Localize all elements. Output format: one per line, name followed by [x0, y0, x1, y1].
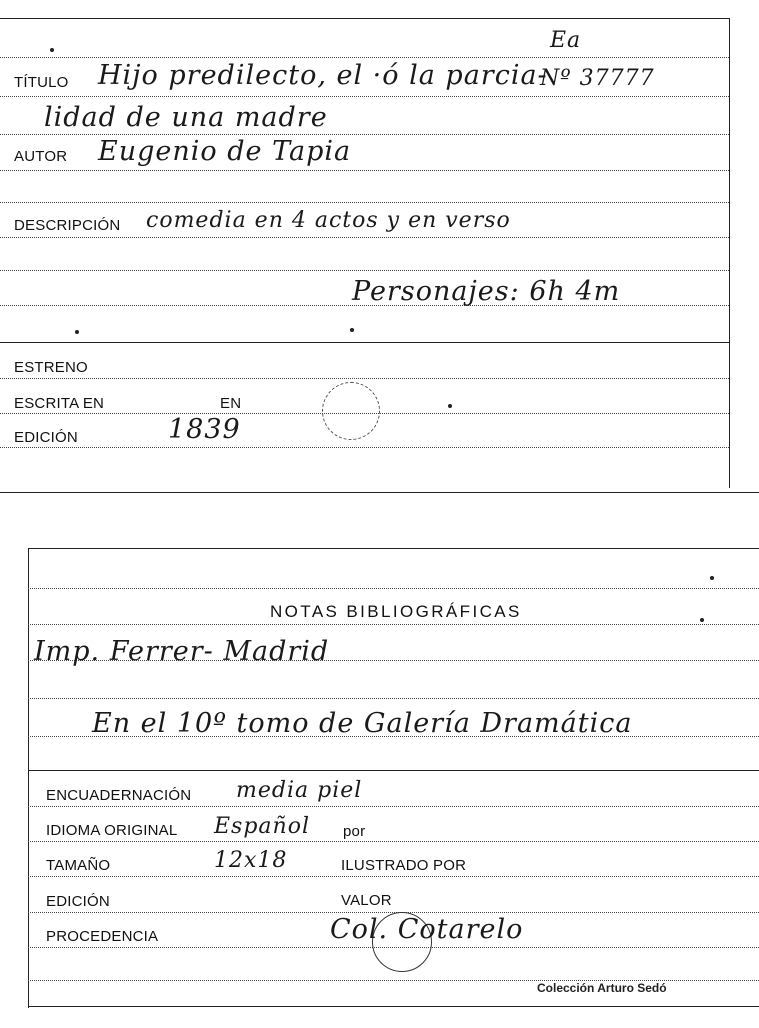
- valor-label: VALOR: [341, 892, 392, 909]
- descripcion-value: comedia en 4 actos y en verso: [146, 208, 511, 233]
- ilustrado-label: ILUSTRADO POR: [341, 857, 467, 874]
- encuadernacion-value: media piel: [236, 778, 363, 803]
- ruled-line: [28, 876, 759, 877]
- edicion-value: 1839: [168, 414, 241, 445]
- ruled-line: [0, 134, 729, 135]
- coleccion-caption: Colección Arturo Sedó: [537, 981, 667, 995]
- ruled-line: [0, 170, 729, 171]
- ruled-line: [28, 588, 759, 589]
- ruled-line: [28, 806, 759, 807]
- personajes-value: Personajes: 6h 4m: [352, 276, 621, 307]
- ruled-line: [28, 698, 759, 699]
- card-front-bottom-edge: [0, 492, 759, 493]
- punch-hole: [322, 382, 380, 440]
- escrita-en-label: ESCRITA EN: [14, 395, 105, 412]
- stray-mark: [710, 576, 714, 580]
- titulo-label: TÍTULO: [14, 74, 69, 91]
- ruled-line: [0, 447, 729, 448]
- ruled-line-solid: [0, 342, 729, 343]
- ruled-line: [0, 237, 729, 238]
- stray-mark: [448, 404, 452, 408]
- autor-value: Eugenio de Tapia: [98, 136, 352, 167]
- card-back-bottom-edge: [28, 1006, 759, 1007]
- tamano-value: 12x18: [214, 848, 288, 873]
- por-label: por: [343, 823, 366, 840]
- stray-mark: [700, 618, 704, 622]
- stray-mark: [350, 328, 354, 332]
- edicion-label: EDICIÓN: [46, 893, 110, 910]
- autor-label: AUTOR: [14, 148, 68, 165]
- encuadernacion-label: ENCUADERNACIÓN: [46, 787, 192, 804]
- ruled-line: [28, 624, 759, 625]
- stray-mark: [50, 48, 54, 52]
- ruled-line: [0, 96, 729, 97]
- procedencia-label: PROCEDENCIA: [46, 928, 159, 945]
- stray-mark: [75, 330, 79, 334]
- estreno-label: ESTRENO: [14, 359, 88, 376]
- idioma-value: Español: [214, 814, 310, 839]
- note-line2: En el 10º tomo de Galería Dramática: [92, 708, 633, 739]
- note-line1: Imp. Ferrer- Madrid: [34, 636, 330, 667]
- procedencia-value: Col. Cotarelo: [330, 914, 524, 945]
- card-front-right-edge: [729, 18, 730, 488]
- ruled-line: [0, 202, 729, 203]
- corner-mark: Ea: [550, 28, 582, 53]
- card-back-left-edge: [28, 548, 29, 1008]
- notas-heading: NOTAS BIBLIOGRÁFICAS: [270, 602, 522, 621]
- ruled-line-solid: [28, 770, 759, 771]
- number-value: Nº 37777: [540, 66, 655, 91]
- tamano-label: TAMAÑO: [46, 857, 111, 874]
- en-label: EN: [220, 395, 242, 412]
- ruled-line: [28, 841, 759, 842]
- card-back-top-edge: [28, 548, 759, 549]
- ruled-line: [0, 378, 729, 379]
- titulo-value-line2: lidad de una madre: [44, 102, 328, 133]
- ruled-line: [0, 57, 729, 58]
- titulo-value-line1: Hijo predilecto, el ·ó la parcia-: [98, 60, 548, 91]
- edicion-label: EDICIÓN: [14, 429, 78, 446]
- ruled-line: [0, 270, 729, 271]
- card-front-top-edge: [0, 18, 730, 19]
- idioma-label: IDIOMA ORIGINAL: [46, 822, 178, 839]
- descripcion-label: DESCRIPCIÓN: [14, 217, 121, 234]
